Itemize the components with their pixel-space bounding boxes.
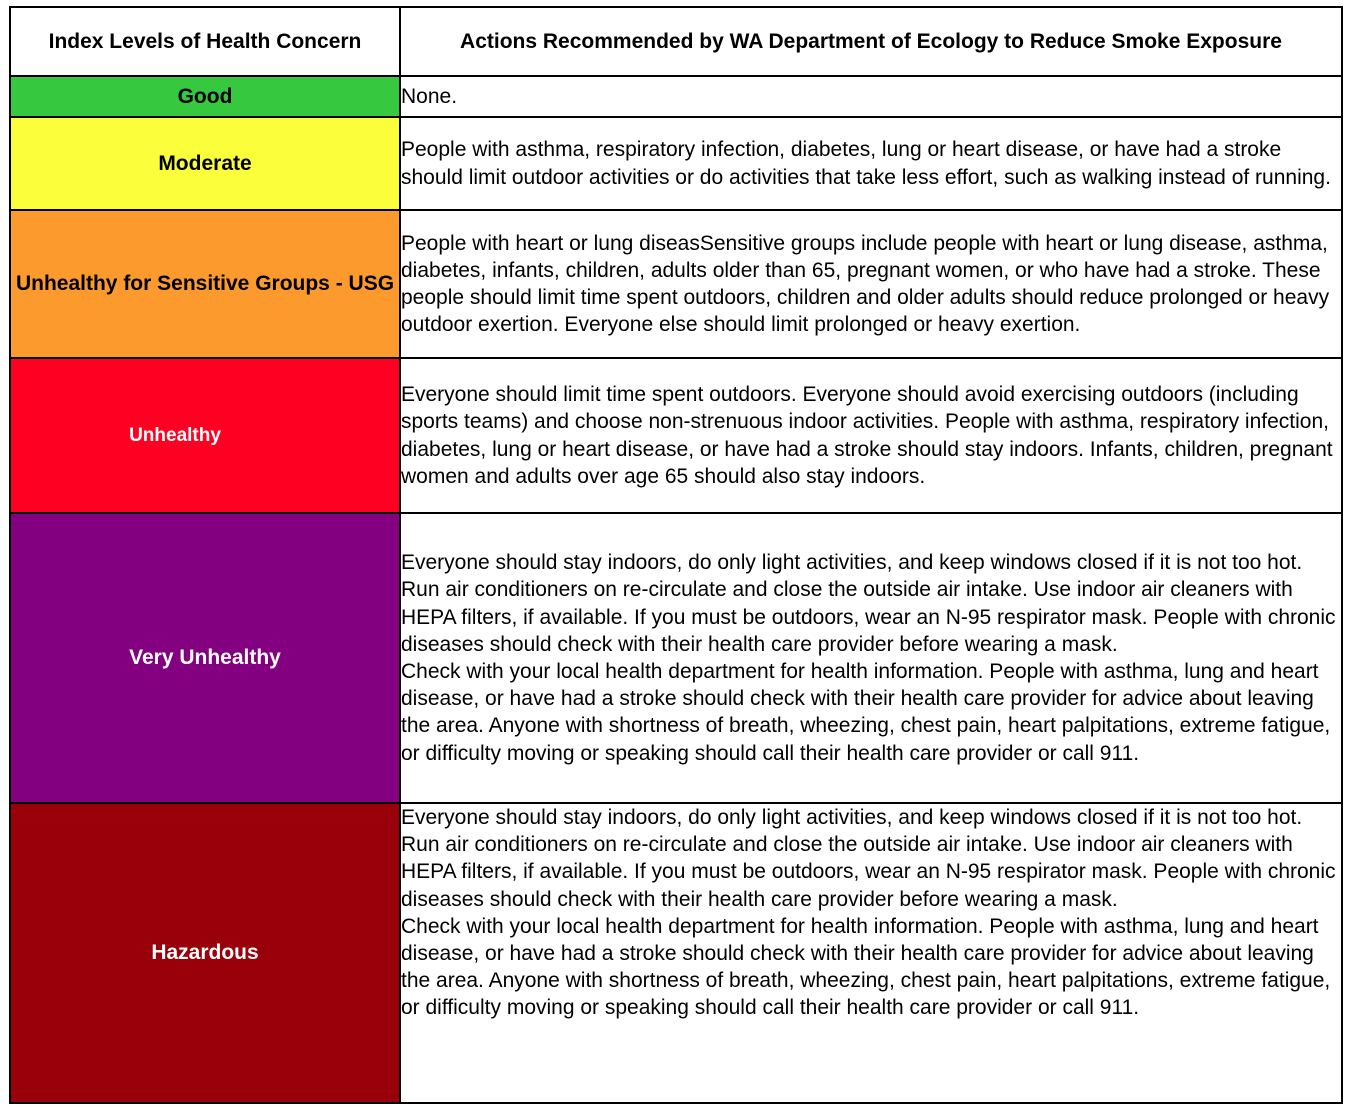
table-row — [10, 358, 1342, 513]
level-very-unhealthy: Very Unhealthy — [10, 513, 400, 803]
table-row — [10, 210, 1342, 358]
actions-very-unhealthy — [400, 513, 1342, 803]
action-text: Check with your local health department for health information. People with asthma, lung and heart disease, or have had a stroke should check with their health care provider for advice about leaving the area. Anyone with shortness of breath, wheezing, chest pain, heart palpitations, extreme fatigue, or difficulty moving or speaking should call their health care provider or call 911. — [401, 914, 1331, 1020]
actions-moderate — [400, 117, 1342, 210]
action-text: Everyone should stay indoors, do only light activities, and keep windows closed if it is not too hot. Run air conditioners on re-circulate and close the outside air intake. Use indoor air cleaners with HEPA filters, if available. If you must be outdoors, wear an N-95 respirator mask. People with chronic diseases should check with their health care provider before wearing a mask. — [401, 806, 1336, 911]
level-hazardous: Hazardous — [10, 803, 400, 1103]
level-unhealthy-label: Unhealthy — [129, 425, 221, 446]
aqi-health-table — [9, 6, 1343, 1104]
header-actions: Actions Recommended by WA Department of Ecology to Reduce Smoke Exposure — [400, 7, 1342, 76]
action-text: People with heart or lung diseasSensitive groups include people with heart or lung disease, asthma, diabetes, infants, children, adults older than 65, pregnant women, or who have had a stroke. These people should limit time spent outdoors, children and older adults should reduce prolonged or heavy outdoor exertion. Everyone else should limit prolonged or heavy exertion. — [401, 231, 1330, 337]
action-text: None. — [401, 84, 458, 108]
actions-hazardous — [400, 803, 1342, 1103]
table-row — [10, 76, 1342, 117]
level-usg: Unhealthy for Sensitive Groups - USG — [10, 210, 400, 358]
table-row — [10, 513, 1342, 803]
level-good: Good — [10, 76, 400, 117]
actions-good — [400, 76, 1342, 117]
header-row — [10, 7, 1342, 76]
action-text: Everyone should limit time spent outdoors. Everyone should avoid exercising outdoors (including sports teams) and choose non-strenuous indoor activities. People with asthma, respiratory infection, diabetes, lung or heart disease, or have had a stroke should stay indoors. Infants, children, pregnant women and adults over age 65 should also stay indoors. — [401, 383, 1333, 488]
actions-unhealthy — [400, 358, 1342, 513]
level-unhealthy — [10, 358, 400, 513]
action-text: Check with your local health department for health information. People with asthma, lung and heart disease, or have had a stroke should check with their health care provider for advice about leaving the area. Anyone with shortness of breath, wheezing, chest pain, heart palpitations, extreme fatigue, or difficulty moving or speaking should call their health care provider or call 911. — [401, 660, 1331, 765]
level-moderate: Moderate — [10, 117, 400, 210]
table-row — [10, 803, 1342, 1103]
action-text: Everyone should stay indoors, do only light activities, and keep windows closed if it is not too hot. Run air conditioners on re-circulate and close the outside air intake. Use indoor air cleaners with HEPA filters, if available. If you must be outdoors, wear an N-95 respirator mask. People with chronic diseases should check with their health care provider before wearing a mask. — [401, 551, 1336, 656]
action-text: People with asthma, respiratory infection, diabetes, lung or heart disease, or have had a stroke should limit outdoor activities or do activities that take less effort, such as walking instead of running. — [401, 138, 1331, 189]
table-row — [10, 117, 1342, 210]
actions-usg — [400, 210, 1342, 358]
header-level: Index Levels of Health Concern — [10, 7, 400, 76]
